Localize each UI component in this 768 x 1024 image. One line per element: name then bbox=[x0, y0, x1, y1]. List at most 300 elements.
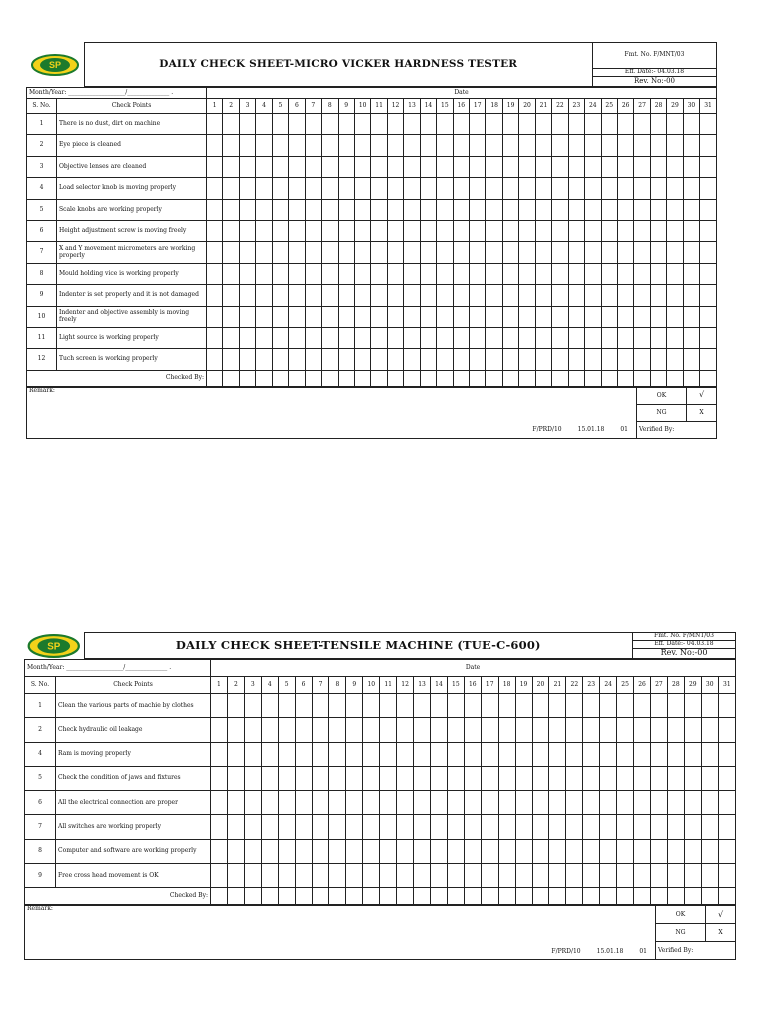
day-check-cell[interactable] bbox=[568, 263, 584, 284]
day-check-cell[interactable] bbox=[346, 815, 363, 839]
day-check-cell[interactable] bbox=[404, 178, 420, 199]
day-check-cell[interactable] bbox=[329, 815, 346, 839]
day-check-cell[interactable] bbox=[244, 791, 261, 815]
checked-by-cell[interactable] bbox=[322, 370, 338, 386]
day-check-cell[interactable] bbox=[617, 242, 633, 263]
day-check-cell[interactable] bbox=[305, 220, 321, 241]
day-check-cell[interactable] bbox=[634, 815, 651, 839]
day-check-cell[interactable] bbox=[481, 839, 498, 863]
day-check-cell[interactable] bbox=[486, 220, 502, 241]
day-check-cell[interactable] bbox=[346, 766, 363, 790]
day-check-cell[interactable] bbox=[532, 718, 549, 742]
day-check-cell[interactable] bbox=[239, 285, 255, 306]
day-check-cell[interactable] bbox=[227, 718, 244, 742]
checked-by-cell[interactable] bbox=[667, 888, 684, 905]
day-check-cell[interactable] bbox=[650, 114, 666, 135]
day-check-cell[interactable] bbox=[437, 242, 453, 263]
day-check-cell[interactable] bbox=[568, 349, 584, 370]
day-check-cell[interactable] bbox=[552, 156, 568, 177]
checked-by-cell[interactable] bbox=[515, 888, 532, 905]
day-check-cell[interactable] bbox=[600, 839, 617, 863]
day-check-cell[interactable] bbox=[278, 839, 295, 863]
checked-by-cell[interactable] bbox=[718, 888, 735, 905]
day-check-cell[interactable] bbox=[634, 156, 650, 177]
day-check-cell[interactable] bbox=[464, 766, 481, 790]
day-check-cell[interactable] bbox=[244, 766, 261, 790]
day-check-cell[interactable] bbox=[617, 815, 634, 839]
day-check-cell[interactable] bbox=[447, 718, 464, 742]
day-check-cell[interactable] bbox=[552, 242, 568, 263]
day-check-cell[interactable] bbox=[289, 306, 305, 327]
day-check-cell[interactable] bbox=[585, 327, 601, 348]
day-check-cell[interactable] bbox=[397, 864, 414, 888]
checked-by-cell[interactable] bbox=[387, 370, 403, 386]
day-check-cell[interactable] bbox=[650, 791, 667, 815]
day-check-cell[interactable] bbox=[223, 285, 239, 306]
day-check-cell[interactable] bbox=[566, 766, 583, 790]
day-check-cell[interactable] bbox=[239, 220, 255, 241]
checked-by-cell[interactable] bbox=[583, 888, 600, 905]
day-check-cell[interactable] bbox=[667, 242, 683, 263]
day-check-cell[interactable] bbox=[346, 694, 363, 718]
day-check-cell[interactable] bbox=[227, 791, 244, 815]
day-check-cell[interactable] bbox=[600, 694, 617, 718]
checked-by-cell[interactable] bbox=[346, 888, 363, 905]
day-check-cell[interactable] bbox=[437, 263, 453, 284]
day-check-cell[interactable] bbox=[498, 766, 515, 790]
day-check-cell[interactable] bbox=[420, 349, 436, 370]
day-check-cell[interactable] bbox=[549, 815, 566, 839]
day-check-cell[interactable] bbox=[718, 718, 735, 742]
day-check-cell[interactable] bbox=[667, 349, 683, 370]
day-check-cell[interactable] bbox=[684, 718, 701, 742]
day-check-cell[interactable] bbox=[289, 220, 305, 241]
day-check-cell[interactable] bbox=[502, 263, 518, 284]
day-check-cell[interactable] bbox=[295, 742, 312, 766]
day-check-cell[interactable] bbox=[363, 839, 380, 863]
day-check-cell[interactable] bbox=[585, 306, 601, 327]
day-check-cell[interactable] bbox=[650, 327, 666, 348]
day-check-cell[interactable] bbox=[354, 178, 370, 199]
day-check-cell[interactable] bbox=[453, 263, 469, 284]
day-check-cell[interactable] bbox=[650, 178, 666, 199]
day-check-cell[interactable] bbox=[404, 114, 420, 135]
day-check-cell[interactable] bbox=[502, 242, 518, 263]
day-check-cell[interactable] bbox=[464, 839, 481, 863]
day-check-cell[interactable] bbox=[601, 156, 617, 177]
day-check-cell[interactable] bbox=[650, 864, 667, 888]
day-check-cell[interactable] bbox=[322, 135, 338, 156]
day-check-cell[interactable] bbox=[535, 178, 551, 199]
day-check-cell[interactable] bbox=[404, 285, 420, 306]
verified-by-field[interactable]: Verified By: bbox=[656, 942, 736, 960]
day-check-cell[interactable] bbox=[414, 742, 431, 766]
day-check-cell[interactable] bbox=[312, 718, 329, 742]
day-check-cell[interactable] bbox=[223, 327, 239, 348]
day-check-cell[interactable] bbox=[305, 178, 321, 199]
day-check-cell[interactable] bbox=[239, 156, 255, 177]
day-check-cell[interactable] bbox=[634, 285, 650, 306]
day-check-cell[interactable] bbox=[519, 156, 535, 177]
day-check-cell[interactable] bbox=[453, 199, 469, 220]
checked-by-cell[interactable] bbox=[312, 888, 329, 905]
day-check-cell[interactable] bbox=[397, 815, 414, 839]
day-check-cell[interactable] bbox=[532, 839, 549, 863]
day-check-cell[interactable] bbox=[278, 718, 295, 742]
day-check-cell[interactable] bbox=[239, 199, 255, 220]
day-check-cell[interactable] bbox=[295, 766, 312, 790]
day-check-cell[interactable] bbox=[683, 220, 699, 241]
day-check-cell[interactable] bbox=[207, 285, 223, 306]
day-check-cell[interactable] bbox=[256, 306, 272, 327]
checked-by-cell[interactable] bbox=[278, 888, 295, 905]
day-check-cell[interactable] bbox=[634, 864, 651, 888]
checked-by-cell[interactable] bbox=[617, 888, 634, 905]
day-check-cell[interactable] bbox=[535, 135, 551, 156]
day-check-cell[interactable] bbox=[437, 220, 453, 241]
day-check-cell[interactable] bbox=[585, 263, 601, 284]
day-check-cell[interactable] bbox=[363, 864, 380, 888]
day-check-cell[interactable] bbox=[414, 791, 431, 815]
day-check-cell[interactable] bbox=[322, 199, 338, 220]
day-check-cell[interactable] bbox=[601, 263, 617, 284]
day-check-cell[interactable] bbox=[387, 220, 403, 241]
day-check-cell[interactable] bbox=[244, 694, 261, 718]
checked-by-cell[interactable] bbox=[447, 888, 464, 905]
day-check-cell[interactable] bbox=[481, 718, 498, 742]
day-check-cell[interactable] bbox=[272, 349, 288, 370]
day-check-cell[interactable] bbox=[261, 791, 278, 815]
day-check-cell[interactable] bbox=[371, 242, 387, 263]
day-check-cell[interactable] bbox=[420, 263, 436, 284]
day-check-cell[interactable] bbox=[683, 156, 699, 177]
day-check-cell[interactable] bbox=[683, 135, 699, 156]
day-check-cell[interactable] bbox=[568, 156, 584, 177]
day-check-cell[interactable] bbox=[470, 114, 486, 135]
day-check-cell[interactable] bbox=[295, 718, 312, 742]
day-check-cell[interactable] bbox=[634, 766, 651, 790]
day-check-cell[interactable] bbox=[498, 815, 515, 839]
day-check-cell[interactable] bbox=[272, 220, 288, 241]
day-check-cell[interactable] bbox=[354, 156, 370, 177]
checked-by-cell[interactable] bbox=[437, 370, 453, 386]
day-check-cell[interactable] bbox=[464, 742, 481, 766]
checked-by-cell[interactable] bbox=[227, 888, 244, 905]
day-check-cell[interactable] bbox=[207, 306, 223, 327]
day-check-cell[interactable] bbox=[227, 839, 244, 863]
day-check-cell[interactable] bbox=[617, 135, 633, 156]
day-check-cell[interactable] bbox=[700, 306, 717, 327]
day-check-cell[interactable] bbox=[322, 242, 338, 263]
day-check-cell[interactable] bbox=[566, 839, 583, 863]
day-check-cell[interactable] bbox=[583, 742, 600, 766]
day-check-cell[interactable] bbox=[502, 306, 518, 327]
day-check-cell[interactable] bbox=[223, 220, 239, 241]
day-check-cell[interactable] bbox=[437, 199, 453, 220]
checked-by-cell[interactable] bbox=[486, 370, 502, 386]
day-check-cell[interactable] bbox=[295, 815, 312, 839]
day-check-cell[interactable] bbox=[256, 263, 272, 284]
day-check-cell[interactable] bbox=[437, 178, 453, 199]
day-check-cell[interactable] bbox=[502, 285, 518, 306]
day-check-cell[interactable] bbox=[486, 327, 502, 348]
day-check-cell[interactable] bbox=[363, 742, 380, 766]
day-check-cell[interactable] bbox=[617, 263, 633, 284]
day-check-cell[interactable] bbox=[701, 742, 718, 766]
day-check-cell[interactable] bbox=[211, 742, 228, 766]
day-check-cell[interactable] bbox=[278, 791, 295, 815]
day-check-cell[interactable] bbox=[519, 306, 535, 327]
day-check-cell[interactable] bbox=[464, 694, 481, 718]
checked-by-cell[interactable] bbox=[617, 370, 633, 386]
day-check-cell[interactable] bbox=[312, 742, 329, 766]
day-check-cell[interactable] bbox=[583, 694, 600, 718]
day-check-cell[interactable] bbox=[650, 306, 666, 327]
day-check-cell[interactable] bbox=[322, 263, 338, 284]
day-check-cell[interactable] bbox=[470, 349, 486, 370]
day-check-cell[interactable] bbox=[387, 199, 403, 220]
day-check-cell[interactable] bbox=[354, 242, 370, 263]
day-check-cell[interactable] bbox=[371, 156, 387, 177]
checked-by-cell[interactable] bbox=[329, 888, 346, 905]
day-check-cell[interactable] bbox=[617, 114, 633, 135]
day-check-cell[interactable] bbox=[354, 220, 370, 241]
day-check-cell[interactable] bbox=[600, 864, 617, 888]
day-check-cell[interactable] bbox=[464, 791, 481, 815]
day-check-cell[interactable] bbox=[701, 694, 718, 718]
day-check-cell[interactable] bbox=[346, 742, 363, 766]
day-check-cell[interactable] bbox=[617, 306, 633, 327]
day-check-cell[interactable] bbox=[585, 178, 601, 199]
day-check-cell[interactable] bbox=[414, 694, 431, 718]
checked-by-cell[interactable] bbox=[568, 370, 584, 386]
day-check-cell[interactable] bbox=[211, 864, 228, 888]
day-check-cell[interactable] bbox=[414, 718, 431, 742]
day-check-cell[interactable] bbox=[354, 263, 370, 284]
day-check-cell[interactable] bbox=[256, 199, 272, 220]
day-check-cell[interactable] bbox=[305, 114, 321, 135]
checked-by-cell[interactable] bbox=[207, 370, 223, 386]
day-check-cell[interactable] bbox=[338, 242, 354, 263]
day-check-cell[interactable] bbox=[549, 839, 566, 863]
checked-by-cell[interactable] bbox=[272, 370, 288, 386]
day-check-cell[interactable] bbox=[515, 791, 532, 815]
day-check-cell[interactable] bbox=[329, 742, 346, 766]
day-check-cell[interactable] bbox=[617, 694, 634, 718]
day-check-cell[interactable] bbox=[380, 791, 397, 815]
day-check-cell[interactable] bbox=[566, 864, 583, 888]
day-check-cell[interactable] bbox=[272, 306, 288, 327]
day-check-cell[interactable] bbox=[683, 285, 699, 306]
day-check-cell[interactable] bbox=[227, 694, 244, 718]
day-check-cell[interactable] bbox=[256, 178, 272, 199]
day-check-cell[interactable] bbox=[718, 791, 735, 815]
checked-by-cell[interactable] bbox=[397, 888, 414, 905]
day-check-cell[interactable] bbox=[481, 766, 498, 790]
day-check-cell[interactable] bbox=[634, 742, 651, 766]
day-check-cell[interactable] bbox=[453, 156, 469, 177]
day-check-cell[interactable] bbox=[650, 766, 667, 790]
day-check-cell[interactable] bbox=[363, 791, 380, 815]
day-check-cell[interactable] bbox=[617, 791, 634, 815]
day-check-cell[interactable] bbox=[387, 263, 403, 284]
day-check-cell[interactable] bbox=[566, 718, 583, 742]
day-check-cell[interactable] bbox=[486, 263, 502, 284]
day-check-cell[interactable] bbox=[515, 718, 532, 742]
day-check-cell[interactable] bbox=[338, 156, 354, 177]
day-check-cell[interactable] bbox=[532, 815, 549, 839]
day-check-cell[interactable] bbox=[650, 839, 667, 863]
day-check-cell[interactable] bbox=[346, 864, 363, 888]
day-check-cell[interactable] bbox=[667, 135, 683, 156]
checked-by-cell[interactable] bbox=[532, 888, 549, 905]
day-check-cell[interactable] bbox=[387, 178, 403, 199]
day-check-cell[interactable] bbox=[667, 766, 684, 790]
day-check-cell[interactable] bbox=[447, 742, 464, 766]
day-check-cell[interactable] bbox=[617, 718, 634, 742]
day-check-cell[interactable] bbox=[223, 156, 239, 177]
day-check-cell[interactable] bbox=[354, 114, 370, 135]
day-check-cell[interactable] bbox=[223, 114, 239, 135]
day-check-cell[interactable] bbox=[387, 242, 403, 263]
day-check-cell[interactable] bbox=[683, 263, 699, 284]
day-check-cell[interactable] bbox=[549, 718, 566, 742]
day-check-cell[interactable] bbox=[338, 178, 354, 199]
day-check-cell[interactable] bbox=[278, 694, 295, 718]
day-check-cell[interactable] bbox=[700, 285, 717, 306]
checked-by-cell[interactable] bbox=[552, 370, 568, 386]
day-check-cell[interactable] bbox=[312, 766, 329, 790]
day-check-cell[interactable] bbox=[566, 742, 583, 766]
day-check-cell[interactable] bbox=[272, 156, 288, 177]
day-check-cell[interactable] bbox=[430, 815, 447, 839]
day-check-cell[interactable] bbox=[601, 285, 617, 306]
day-check-cell[interactable] bbox=[363, 815, 380, 839]
day-check-cell[interactable] bbox=[207, 199, 223, 220]
day-check-cell[interactable] bbox=[223, 242, 239, 263]
day-check-cell[interactable] bbox=[312, 815, 329, 839]
day-check-cell[interactable] bbox=[289, 327, 305, 348]
day-check-cell[interactable] bbox=[397, 791, 414, 815]
day-check-cell[interactable] bbox=[535, 327, 551, 348]
day-check-cell[interactable] bbox=[289, 156, 305, 177]
day-check-cell[interactable] bbox=[380, 766, 397, 790]
day-check-cell[interactable] bbox=[420, 285, 436, 306]
day-check-cell[interactable] bbox=[207, 327, 223, 348]
day-check-cell[interactable] bbox=[430, 864, 447, 888]
day-check-cell[interactable] bbox=[700, 327, 717, 348]
day-check-cell[interactable] bbox=[549, 694, 566, 718]
day-check-cell[interactable] bbox=[354, 306, 370, 327]
checked-by-cell[interactable] bbox=[650, 888, 667, 905]
day-check-cell[interactable] bbox=[437, 114, 453, 135]
checked-by-cell[interactable] bbox=[600, 888, 617, 905]
day-check-cell[interactable] bbox=[211, 766, 228, 790]
day-check-cell[interactable] bbox=[502, 156, 518, 177]
day-check-cell[interactable] bbox=[223, 199, 239, 220]
day-check-cell[interactable] bbox=[667, 285, 683, 306]
day-check-cell[interactable] bbox=[700, 263, 717, 284]
day-check-cell[interactable] bbox=[261, 839, 278, 863]
day-check-cell[interactable] bbox=[519, 242, 535, 263]
checked-by-cell[interactable] bbox=[519, 370, 535, 386]
day-check-cell[interactable] bbox=[700, 220, 717, 241]
day-check-cell[interactable] bbox=[515, 839, 532, 863]
day-check-cell[interactable] bbox=[295, 864, 312, 888]
day-check-cell[interactable] bbox=[464, 864, 481, 888]
day-check-cell[interactable] bbox=[634, 263, 650, 284]
day-check-cell[interactable] bbox=[272, 114, 288, 135]
day-check-cell[interactable] bbox=[387, 285, 403, 306]
day-check-cell[interactable] bbox=[261, 694, 278, 718]
day-check-cell[interactable] bbox=[700, 349, 717, 370]
day-check-cell[interactable] bbox=[634, 242, 650, 263]
day-check-cell[interactable] bbox=[498, 839, 515, 863]
day-check-cell[interactable] bbox=[585, 349, 601, 370]
day-check-cell[interactable] bbox=[701, 766, 718, 790]
day-check-cell[interactable] bbox=[261, 742, 278, 766]
day-check-cell[interactable] bbox=[239, 327, 255, 348]
day-check-cell[interactable] bbox=[420, 327, 436, 348]
day-check-cell[interactable] bbox=[207, 263, 223, 284]
checked-by-cell[interactable] bbox=[261, 888, 278, 905]
day-check-cell[interactable] bbox=[701, 815, 718, 839]
day-check-cell[interactable] bbox=[601, 242, 617, 263]
day-check-cell[interactable] bbox=[223, 135, 239, 156]
day-check-cell[interactable] bbox=[295, 694, 312, 718]
checked-by-cell[interactable] bbox=[634, 888, 651, 905]
day-check-cell[interactable] bbox=[502, 178, 518, 199]
day-check-cell[interactable] bbox=[667, 220, 683, 241]
day-check-cell[interactable] bbox=[371, 349, 387, 370]
day-check-cell[interactable] bbox=[585, 285, 601, 306]
day-check-cell[interactable] bbox=[329, 694, 346, 718]
day-check-cell[interactable] bbox=[207, 114, 223, 135]
day-check-cell[interactable] bbox=[272, 327, 288, 348]
day-check-cell[interactable] bbox=[667, 815, 684, 839]
checked-by-cell[interactable] bbox=[601, 370, 617, 386]
day-check-cell[interactable] bbox=[667, 156, 683, 177]
day-check-cell[interactable] bbox=[371, 135, 387, 156]
day-check-cell[interactable] bbox=[600, 742, 617, 766]
day-check-cell[interactable] bbox=[430, 694, 447, 718]
checked-by-cell[interactable] bbox=[650, 370, 666, 386]
day-check-cell[interactable] bbox=[470, 242, 486, 263]
day-check-cell[interactable] bbox=[650, 156, 666, 177]
day-check-cell[interactable] bbox=[667, 791, 684, 815]
day-check-cell[interactable] bbox=[453, 220, 469, 241]
day-check-cell[interactable] bbox=[329, 839, 346, 863]
day-check-cell[interactable] bbox=[380, 839, 397, 863]
day-check-cell[interactable] bbox=[227, 815, 244, 839]
day-check-cell[interactable] bbox=[227, 742, 244, 766]
day-check-cell[interactable] bbox=[295, 839, 312, 863]
day-check-cell[interactable] bbox=[535, 199, 551, 220]
day-check-cell[interactable] bbox=[239, 114, 255, 135]
day-check-cell[interactable] bbox=[667, 114, 683, 135]
day-check-cell[interactable] bbox=[700, 242, 717, 263]
day-check-cell[interactable] bbox=[363, 694, 380, 718]
day-check-cell[interactable] bbox=[305, 156, 321, 177]
day-check-cell[interactable] bbox=[532, 742, 549, 766]
day-check-cell[interactable] bbox=[272, 135, 288, 156]
day-check-cell[interactable] bbox=[312, 864, 329, 888]
day-check-cell[interactable] bbox=[566, 815, 583, 839]
day-check-cell[interactable] bbox=[568, 306, 584, 327]
day-check-cell[interactable] bbox=[585, 156, 601, 177]
day-check-cell[interactable] bbox=[470, 220, 486, 241]
checked-by-cell[interactable] bbox=[354, 370, 370, 386]
